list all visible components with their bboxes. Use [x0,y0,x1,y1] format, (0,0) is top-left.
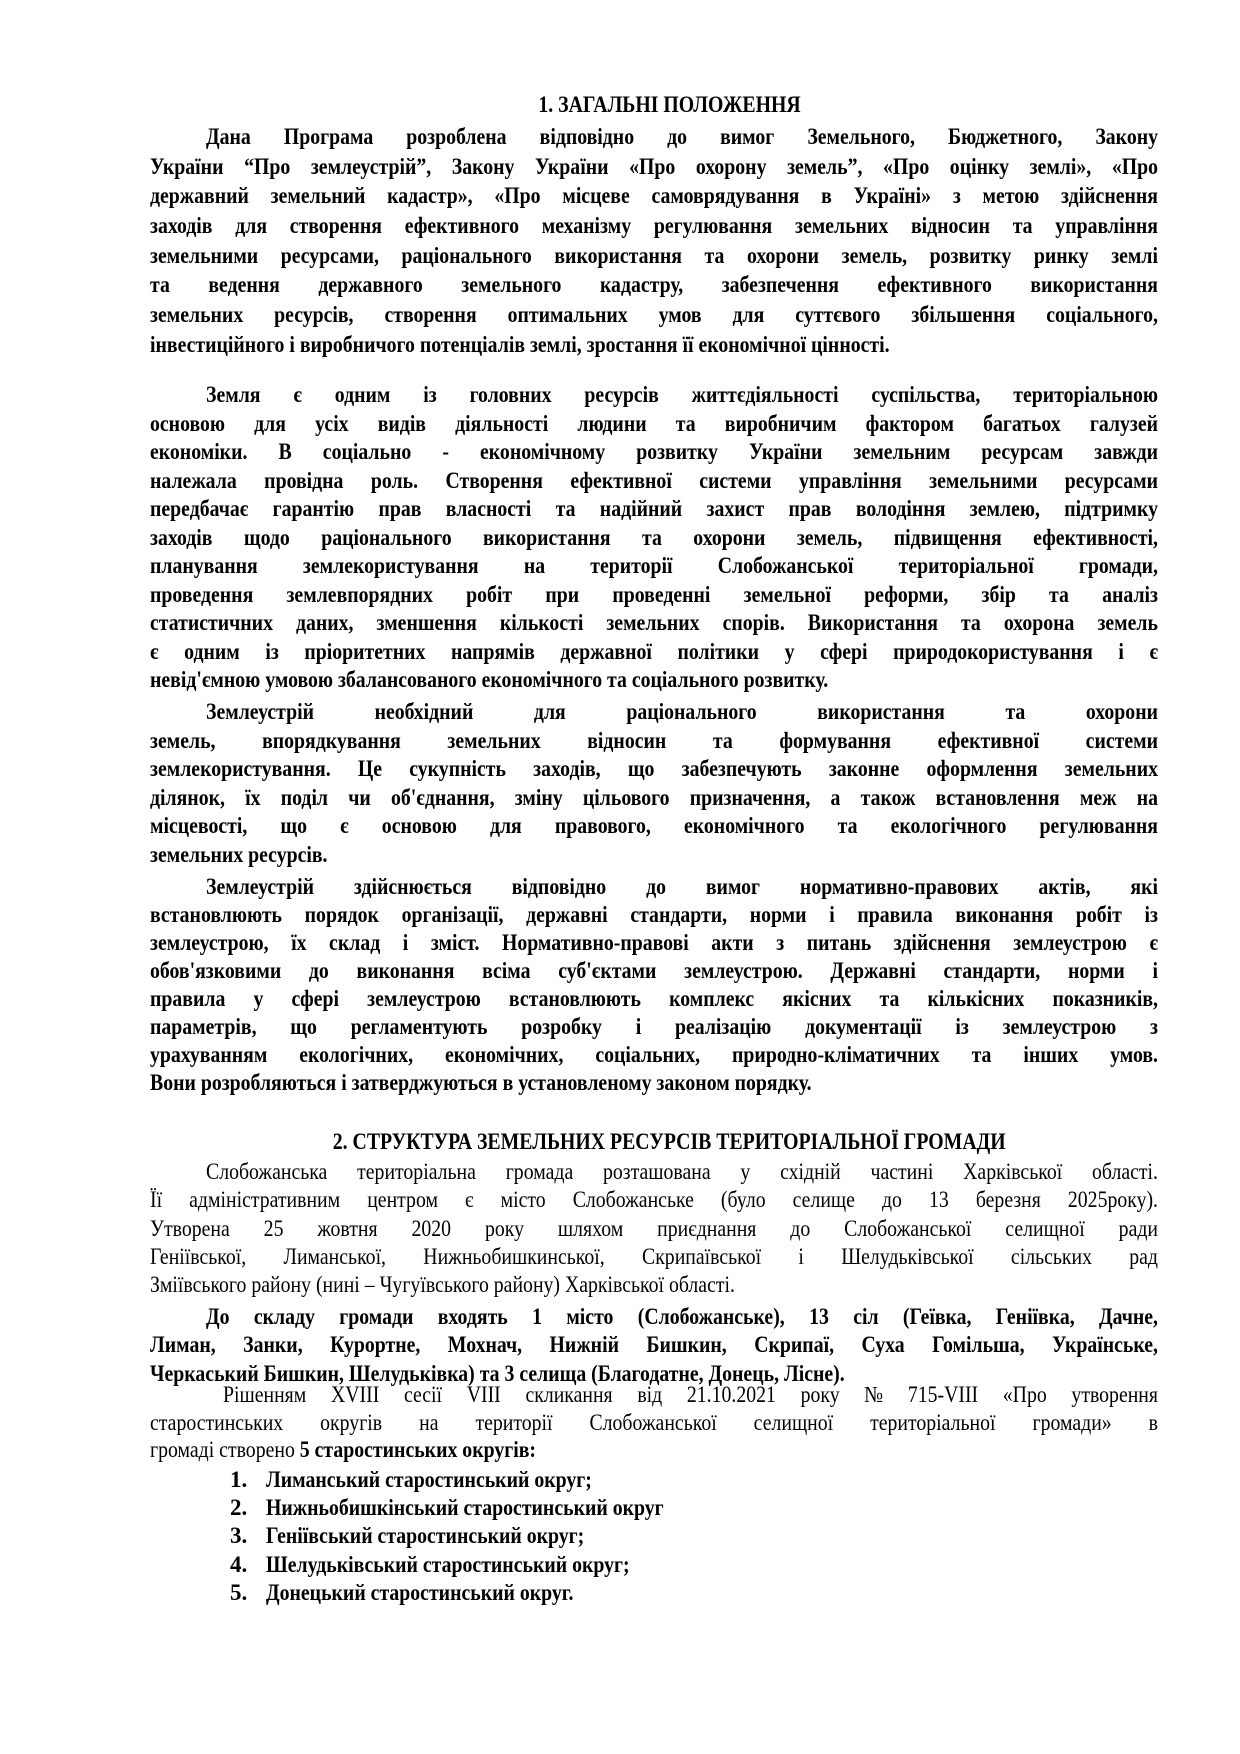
text-line-content: Її адміністративним центром є місто Слобожанське (було селище до 13 березня 2025року). [150,1187,1159,1213]
text-line [150,211,1158,241]
text-line-content: встановлюють порядок організації, державні стандарти, норми і правила виконання робіт із [150,902,1159,927]
text-line [150,581,1158,610]
text-line-content: інвестиційного і виробничого потенціалів землі, зростання її економічної цінності. [150,331,890,357]
text-line-content: Зміївського району (нині – Чугуївського району) Харківської області. [150,1272,735,1298]
text-line [150,755,1158,784]
text-line-content: статистичних даних, зменшення кількості земельних спорів. Використання та охорона земель [150,610,1159,635]
text-line [150,552,1158,581]
list-item-text: Нижньобишкінський старостинський округ [266,1495,664,1521]
list-item [150,1466,1158,1494]
text-line-content: До складу громади входять 1 місто (Слобожанське), 13 сіл (Геївка, Геніївка, Дачне, [206,1304,1159,1329]
text-line-content: основою для усіх видів діяльності людини та виробничим фактором багатьох галузей [150,410,1159,436]
text-line-content: Черкаський Бишкин, Шелудьківка) та 3 селища (Благодатне, Донець, Лісне). [150,1360,845,1386]
text-line-content: проведення землевпорядних робіт при проведенні земельної реформи, збір та аналіз [150,581,1159,607]
text-line [150,873,1158,901]
text-line-content: Геніївської, Лиманської, Нижньобишкинської, Скрипаївської і Шелудьківської сільських рад [150,1243,1159,1269]
list-item [150,1579,1158,1607]
text-line-content: передбачає гарантію прав власності та надійний захист прав володіння землею, підтримку [150,496,1159,521]
paragraph [150,381,1158,695]
text-line-content: економіки. В соціально - економічному розвитку України земельним ресурсам завжди [150,439,1159,464]
list-item-text: Геніївський старостинський округ; [266,1523,585,1549]
text-line-content: обов'язковими до виконання всіма суб'єктами землеустрою. Державні стандарти, норми і [150,958,1159,983]
text-line [150,957,1158,985]
text-line-content: місцевості, що є основою для правового, економічного та екологічного регулювання [150,813,1159,839]
text-line [150,1069,1158,1097]
paragraph [150,122,1158,360]
text-line [150,524,1158,553]
list-item-text: Лиманський старостинський округ; [266,1467,592,1492]
list-item [150,1522,1158,1550]
text-line-content: є одним із пріоритетних напрямів державної політики у сфері природокористування і є [150,638,1159,664]
text-line-content: земельних ресурсів. [150,841,328,867]
list-item-text: Шелудьківський старостинський округ; [266,1551,630,1577]
text-line-content [150,1436,536,1464]
text-line [150,330,1158,360]
text-line-content: землеустрою, їх склад і зміст. Нормативно-правові акти з питань здійснення землеустрою є [150,930,1159,955]
paragraph [150,1303,1158,1388]
text-line-content: державний земельний кадастр», «Про місцеве самоврядування в Україні» з метою здійснення [150,183,1159,209]
text-line-content: Слобожанська територіальна громада розташована у східній частині Харківської області. [206,1159,1158,1184]
text-line [150,1186,1158,1214]
section-heading [150,90,1158,120]
text-line [150,929,1158,957]
text-line-content: Землеустрій необхідний для раціонального використання та охорони [206,699,1158,724]
section-heading [150,1127,1158,1157]
text-line [150,727,1158,756]
text-line-content: земель, впорядкування земельних відносин та формування ефективної системи [150,727,1159,753]
text-line-content: невід'ємною умовою збалансованого економічного та соціального розвитку. [150,667,829,692]
districts-list [150,1466,1158,1607]
text-line [150,122,1158,152]
text-line-content: земельними ресурсами, раціонального використання та охорони земель, розвитку ринку землі [150,242,1159,268]
text-line-content: Лиман, Занки, Курортне, Мохнач, Нижній Бишкин, Скрипаї, Суха Гомільша, Українське, [150,1332,1159,1358]
text-line-content: урахуванням екологічних, економічних, соціальних, природно-кліматичних та інших умов. [150,1042,1159,1067]
text-line [150,381,1158,410]
paragraph [150,1381,1158,1464]
text-line [150,410,1158,439]
text-line-content: ділянок, їх поділ чи об'єднання, зміну цільового призначення, а також встановлення меж на [150,784,1159,810]
text-line-content: Рішенням XVIII сесії VIII скликання від 21.10.2021 року № 715-VIII «Про утворення [223,1382,1158,1407]
text-line [150,1041,1158,1069]
text-line [150,1271,1158,1299]
text-line [150,784,1158,813]
text-line [150,841,1158,870]
list-item-number: 2. [230,1495,248,1521]
text-line [150,1243,1158,1271]
text-line [150,1331,1158,1359]
text-line [150,812,1158,841]
text-line-content: правила у сфері землеустрою встановлюють комплекс якісних та кількісних показників, [150,986,1159,1011]
list-item-text: Донецький старостинський округ. [266,1579,574,1605]
paragraph [150,698,1158,870]
text-line-content: Земля є одним із головних ресурсів життєдіяльності суспільства, територіальною [206,382,1158,407]
text-line [150,438,1158,467]
text-line [150,181,1158,211]
text-line [150,152,1158,182]
text-line [150,241,1158,271]
text-line-content: Вони розробляються і затверджуються в установленому законом порядку. [150,1070,812,1095]
text-line [150,666,1158,695]
text-line [150,300,1158,330]
text-segment: громаді створено [150,1437,300,1462]
paragraph [150,1158,1158,1299]
text-line-content: Дана Програма розроблена відповідно до вимог Земельного, Бюджетного, Закону [206,124,1159,149]
text-line-content: параметрів, що регламентують розробку і реалізацію документації із землеустрою з [150,1014,1158,1039]
text-line [150,1158,1158,1186]
text-line [150,698,1158,727]
text-line-content: планування землекористування на території Слобожанської територіальної громади, [150,553,1159,578]
text-line [150,1436,1158,1464]
list-item-number: 1. [230,1467,248,1492]
text-line-content: та ведення державного земельного кадастру, забезпечення ефективного використання [150,272,1159,298]
text-line [150,901,1158,929]
text-line [150,1409,1158,1437]
text-line-content: належала провідна роль. Створення ефективної системи управління земельними ресурсами [150,467,1159,493]
section-heading-text: 2. СТРУКТУРА ЗЕМЕЛЬНИХ РЕСУРСІВ ТЕРИТОРІАЛЬНОЇ ГРОМАДИ [332,1129,1006,1154]
text-line [150,1013,1158,1041]
list-item-number: 4. [230,1551,248,1577]
text-line-content: України “Про землеустрій”, Закону України «Про охорону земель”, «Про оцінку землі», «Про [150,153,1159,179]
text-line [150,495,1158,524]
text-line [150,638,1158,667]
text-line [150,1303,1158,1331]
text-line [150,609,1158,638]
bold-text-segment: 5 старостинських округів: [299,1437,536,1462]
list-item [150,1551,1158,1579]
text-line [150,985,1158,1013]
text-line-content: заходів для створення ефективного механізму регулювання земельних відносин та управління [150,213,1159,239]
paragraph [150,873,1158,1097]
list-item [150,1494,1158,1522]
text-line [150,1215,1158,1243]
text-line-content: заходів щодо раціонального використання та охорони земель, підвищення ефективності, [150,524,1159,550]
text-line-content: земельних ресурсів, створення оптимальних умов для суттєвого збільшення соціального, [150,302,1159,328]
section-heading-text: 1. ЗАГАЛЬНІ ПОЛОЖЕННЯ [537,92,801,117]
text-line-content: старостинських округів на території Слобожанської селищної територіальної громади» в [150,1409,1159,1435]
text-line [150,270,1158,300]
text-line [150,467,1158,496]
list-item-number: 5. [230,1579,248,1605]
text-line-content: Утворена 25 жовтня 2020 року шляхом приєднання до Слобожанської селищної ради [150,1215,1159,1241]
text-line-content: Землеустрій здійснюється відповідно до вимог нормативно-правових актів, які [206,874,1159,899]
text-line [150,1381,1158,1409]
list-item-number: 3. [230,1523,248,1549]
text-line-content: землекористування. Це сукупність заходів, що забезпечують законне оформлення земельних [150,756,1159,782]
